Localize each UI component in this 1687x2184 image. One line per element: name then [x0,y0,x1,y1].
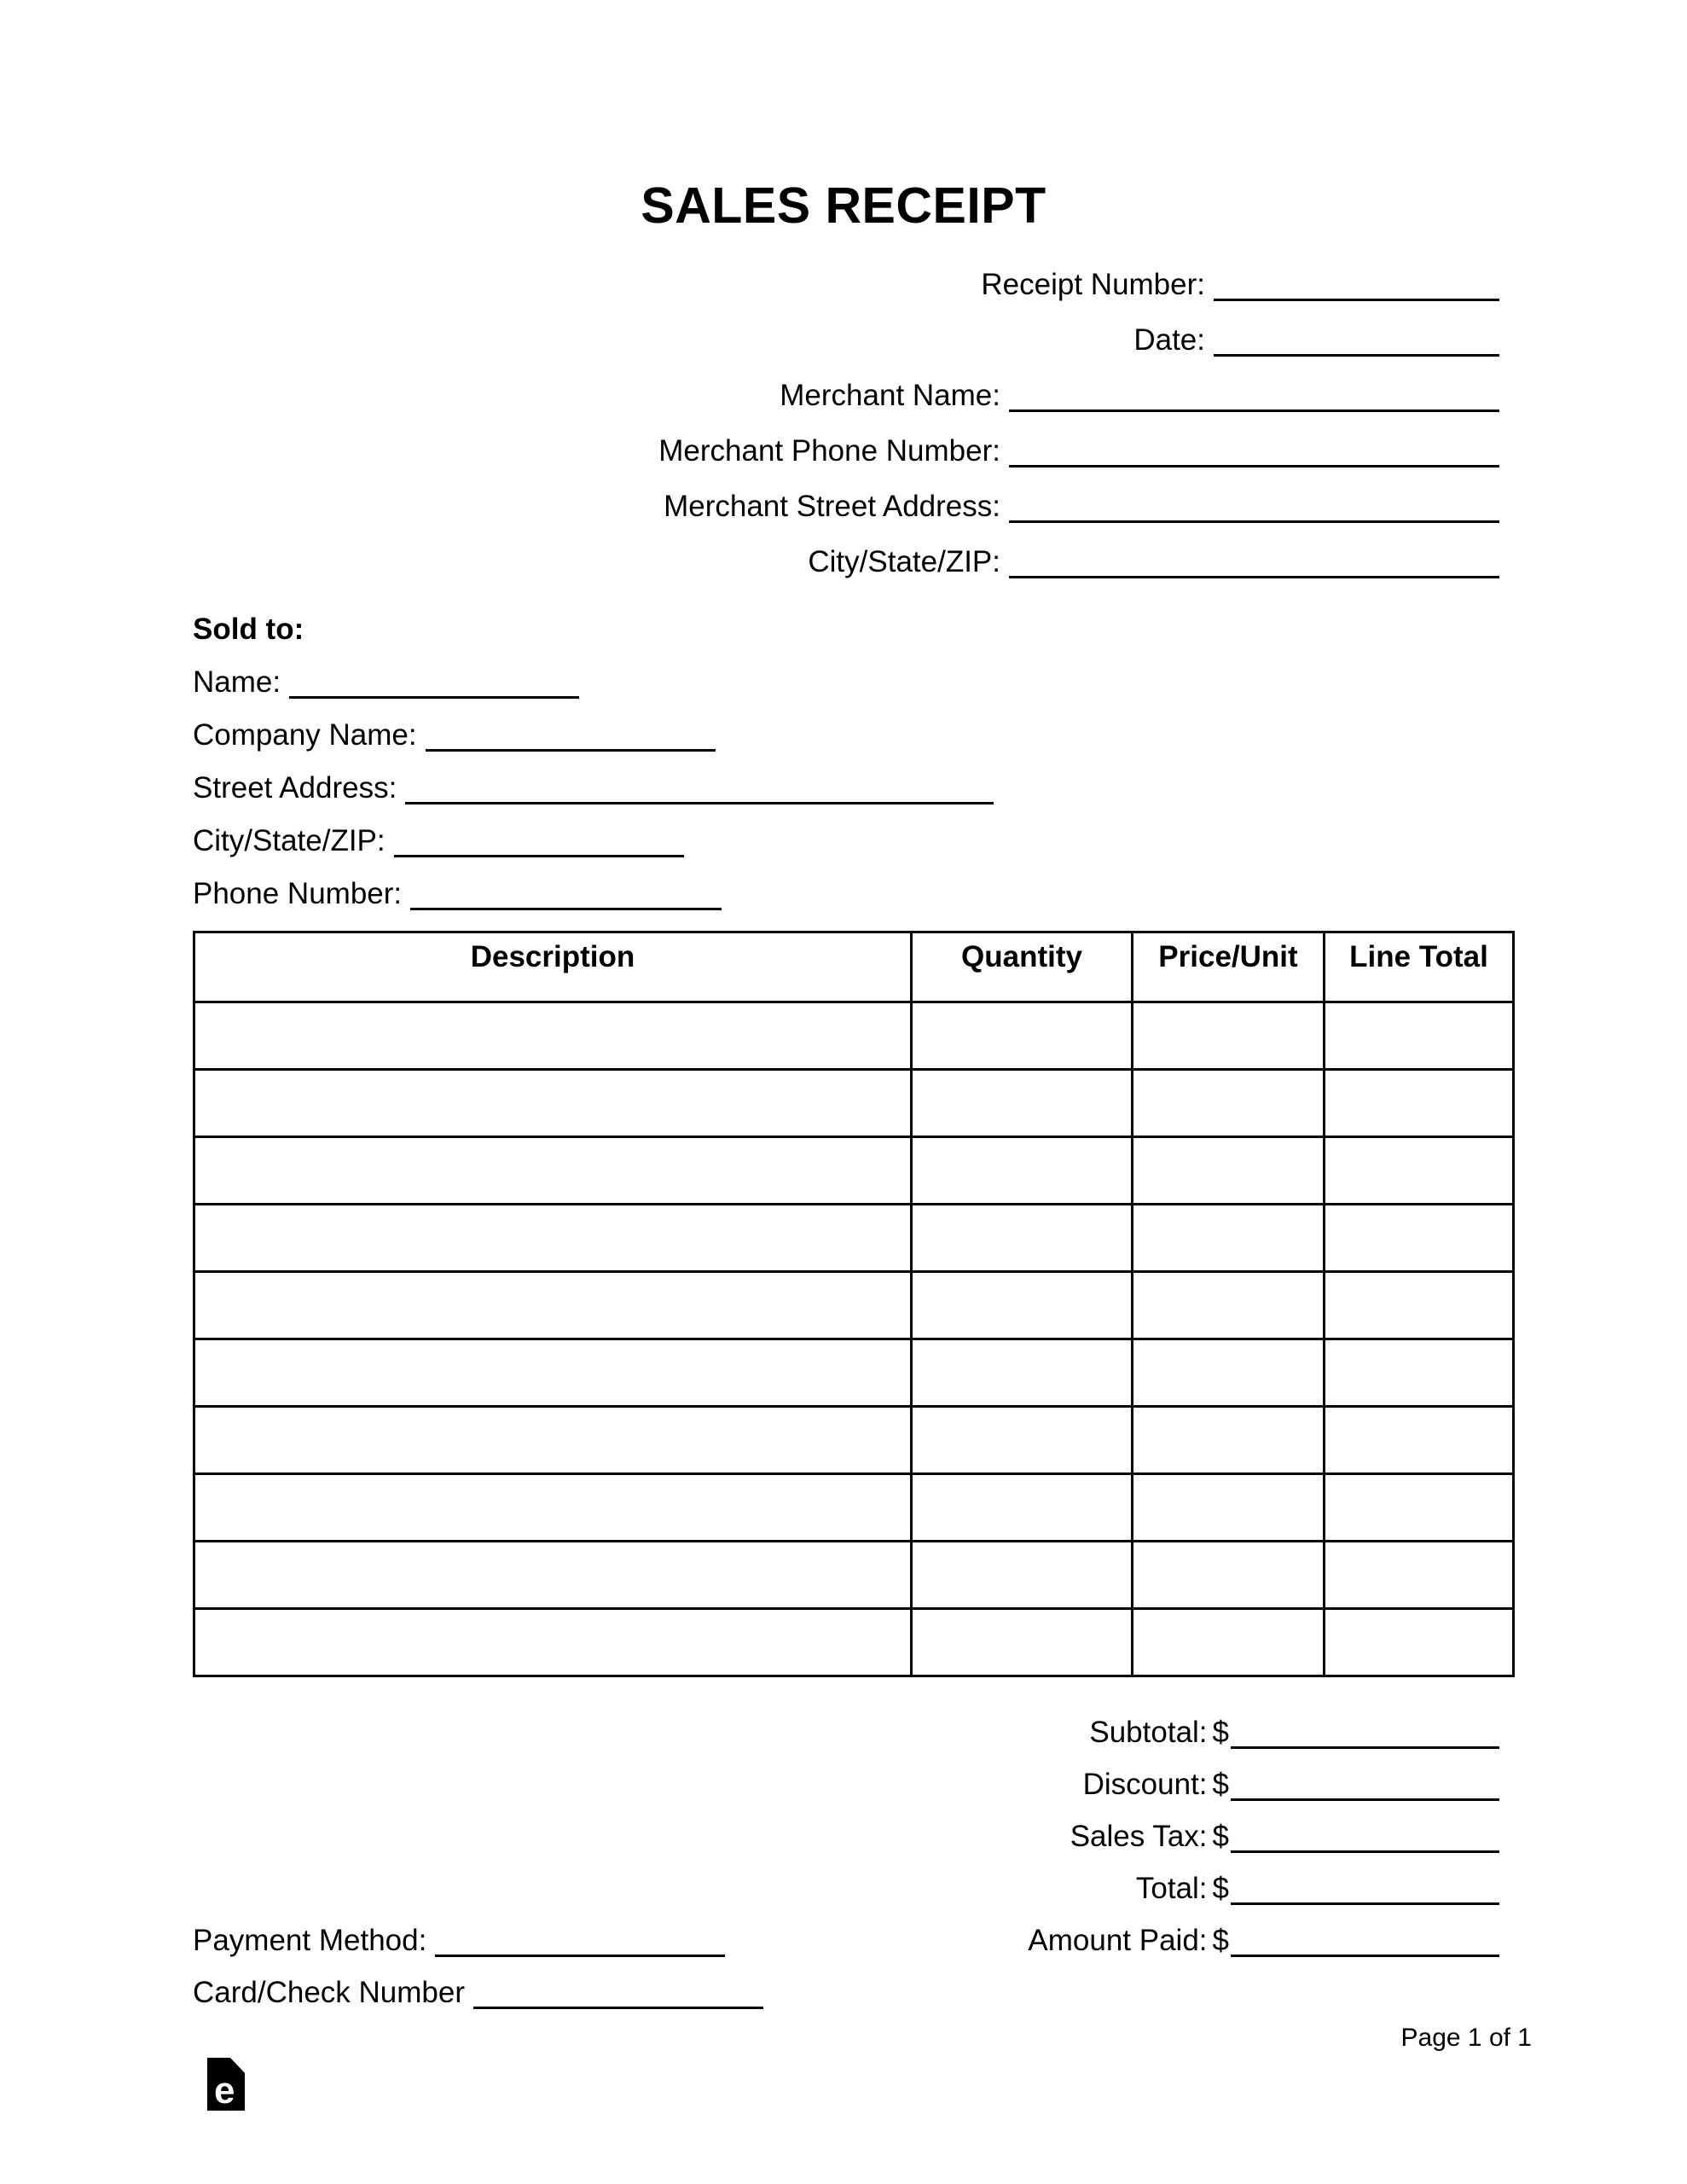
item-price-unit-cell[interactable] [1133,1137,1325,1205]
receipt-number-line[interactable] [1214,299,1499,301]
payment-method-line[interactable] [435,1955,725,1957]
receipt-number-label: Receipt Number: [981,268,1205,301]
merchant-street-field [0,479,1499,534]
card-check-number-line[interactable] [473,2007,763,2009]
receipt-merchant-section [0,257,1499,590]
amount-paid-label: Amount Paid: [1028,1924,1208,1957]
sales-tax-field [0,1810,1499,1862]
receipt-number-field [0,257,1499,312]
item-quantity-cell[interactable] [912,1002,1133,1070]
payment-method-field [193,1914,725,1966]
merchant-phone-line[interactable] [1009,465,1499,468]
item-line-total-cell[interactable] [1325,1407,1514,1474]
item-row [194,1070,1514,1137]
merchant-city-state-zip-line[interactable] [1009,576,1499,578]
merchant-name-label: Merchant Name: [780,379,1000,412]
item-quantity-cell[interactable] [912,1609,1133,1676]
discount-line[interactable] [1231,1798,1499,1801]
item-line-total-cell[interactable] [1325,1272,1514,1339]
sales-tax-line[interactable] [1231,1850,1499,1853]
buyer-name-field [193,656,1687,709]
sales-tax-currency-symbol: $ [1212,1820,1229,1853]
item-line-total-cell[interactable] [1325,1474,1514,1542]
page-title: SALES RECEIPT [641,177,1046,234]
company-name-line[interactable] [426,749,716,752]
item-line-total-cell[interactable] [1325,1609,1514,1676]
phone-number-field [193,868,1687,921]
item-description-cell[interactable] [194,1137,912,1205]
item-price-unit-cell[interactable] [1133,1609,1325,1676]
merchant-phone-field [0,423,1499,479]
subtotal-label: Subtotal: [1089,1716,1208,1749]
item-price-unit-cell[interactable] [1133,1070,1325,1137]
item-price-unit-cell[interactable] [1133,1205,1325,1272]
merchant-street-label: Merchant Street Address: [664,490,1000,523]
item-row [194,1272,1514,1339]
item-price-unit-cell[interactable] [1133,1002,1325,1070]
card-check-number-label: Card/Check Number [193,1976,465,2009]
page-indicator: Page 1 of 1 [1400,2024,1532,2052]
totals-section [0,1706,1499,1914]
item-description-cell[interactable] [194,1002,912,1070]
item-quantity-cell[interactable] [912,1542,1133,1609]
payment-method-label: Payment Method: [193,1924,427,1957]
date-label: Date: [1133,323,1205,357]
merchant-phone-label: Merchant Phone Number: [658,434,1000,468]
date-field [0,312,1499,368]
sales-tax-label: Sales Tax: [1070,1820,1208,1853]
item-quantity-cell[interactable] [912,1407,1133,1474]
street-address-field [193,762,1687,815]
city-state-zip-line[interactable] [394,855,684,857]
amount-paid-currency-symbol: $ [1212,1924,1229,1957]
amount-paid-line[interactable] [1231,1955,1499,1957]
merchant-name-field [0,368,1499,423]
subtotal-currency-symbol: $ [1212,1716,1229,1749]
item-line-total-cell[interactable] [1325,1339,1514,1407]
street-address-line[interactable] [405,802,994,804]
city-state-zip-field [193,815,1687,868]
item-description-cell[interactable] [194,1609,912,1676]
item-description-cell[interactable] [194,1474,912,1542]
item-line-total-cell[interactable] [1325,1002,1514,1070]
item-quantity-cell[interactable] [912,1474,1133,1542]
phone-number-line[interactable] [410,908,722,910]
item-row [194,1542,1514,1609]
buyer-name-line[interactable] [289,696,579,699]
street-address-label: Street Address: [193,771,397,804]
company-name-field [193,709,1687,762]
date-line[interactable] [1214,354,1499,357]
subtotal-field [0,1706,1499,1758]
column-header-description: Description [194,932,912,1002]
item-description-cell[interactable] [194,1205,912,1272]
merchant-street-line[interactable] [1009,520,1499,523]
item-description-cell[interactable] [194,1272,912,1339]
item-row [194,1474,1514,1542]
items-table-body [194,1002,1514,1676]
logo-letter: e [214,2070,235,2111]
document-page-icon [207,2058,245,2111]
items-table-header [194,932,1514,1002]
item-line-total-cell[interactable] [1325,1070,1514,1137]
card-check-number-field [193,1966,1687,2018]
discount-label: Discount: [1082,1768,1208,1801]
payment-row [193,1914,1499,1966]
item-description-cell[interactable] [194,1542,912,1609]
item-row [194,1002,1514,1070]
item-quantity-cell[interactable] [912,1205,1133,1272]
discount-currency-symbol: $ [1212,1768,1229,1801]
item-price-unit-cell[interactable] [1133,1542,1325,1609]
item-price-unit-cell[interactable] [1133,1272,1325,1339]
company-name-label: Company Name: [193,718,417,752]
item-row [194,1407,1514,1474]
column-header-quantity: Quantity [912,932,1133,1002]
item-price-unit-cell[interactable] [1133,1474,1325,1542]
item-row [194,1137,1514,1205]
item-quantity-cell[interactable] [912,1137,1133,1205]
item-quantity-cell[interactable] [912,1339,1133,1407]
total-field [0,1862,1499,1914]
item-line-total-cell[interactable] [1325,1205,1514,1272]
merchant-name-line[interactable] [1009,410,1499,412]
amount-paid-field [1028,1914,1499,1966]
item-price-unit-cell[interactable] [1133,1339,1325,1407]
item-description-cell[interactable] [194,1407,912,1474]
item-description-cell[interactable] [194,1070,912,1137]
total-currency-symbol: $ [1212,1872,1229,1905]
phone-number-label: Phone Number: [193,877,403,910]
eforms-logo-icon [207,2058,245,2111]
city-state-zip-label: City/State/ZIP: [193,824,386,857]
discount-field [0,1758,1499,1810]
item-price-unit-cell[interactable] [1133,1407,1325,1474]
merchant-city-state-zip-label: City/State/ZIP: [808,545,1000,578]
column-header-line-total: Line Total [1325,932,1514,1002]
total-line[interactable] [1231,1902,1499,1905]
buyer-name-label: Name: [193,665,281,699]
item-line-total-cell[interactable] [1325,1542,1514,1609]
sold-to-section [193,603,1687,921]
item-row [194,1609,1514,1676]
items-table [193,931,1515,1677]
item-row [194,1339,1514,1407]
subtotal-line[interactable] [1231,1746,1499,1749]
item-row [194,1205,1514,1272]
column-header-price-unit: Price/Unit [1133,932,1325,1002]
item-description-cell[interactable] [194,1339,912,1407]
merchant-city-state-zip-field [0,534,1499,590]
total-label: Total: [1135,1872,1208,1905]
item-line-total-cell[interactable] [1325,1137,1514,1205]
sold-to-heading: Sold to: [193,613,304,646]
item-quantity-cell[interactable] [912,1070,1133,1137]
item-quantity-cell[interactable] [912,1272,1133,1339]
